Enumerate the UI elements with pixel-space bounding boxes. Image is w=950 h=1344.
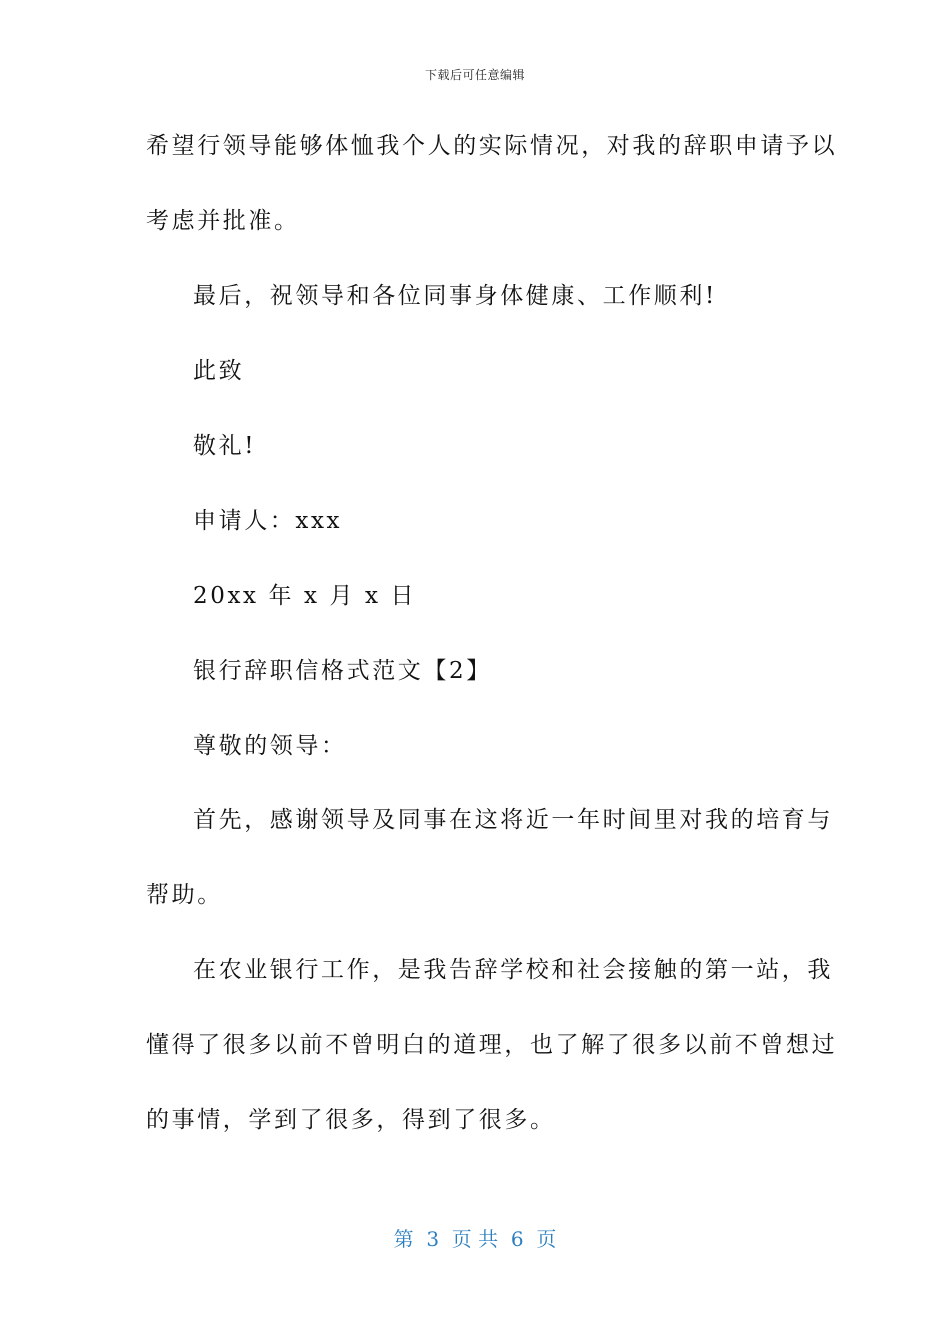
- paragraph-line: 希望行领导能够体恤我个人的实际情况，对我的辞职申请予以: [146, 133, 838, 159]
- paragraph-line: 首先，感谢领导及同事在这将近一年时间里对我的培育与: [193, 807, 833, 833]
- paragraph-line: 在农业银行工作，是我告辞学校和社会接触的第一站，我: [193, 957, 833, 983]
- greeting: 尊敬的领导：: [193, 733, 347, 759]
- paragraph-line: 考虑并批准。: [146, 208, 300, 234]
- paragraph-line: 帮助。: [146, 882, 223, 908]
- page-number-footer: 第 3 页 共 6 页: [393, 1227, 557, 1251]
- paragraph-line: 懂得了很多以前不曾明白的道理，也了解了很多以前不曾想过: [146, 1032, 838, 1058]
- letter-date: 20xx 年 x 月 x 日: [193, 583, 417, 609]
- paragraph-line: 的事情，学到了很多，得到了很多。: [146, 1107, 556, 1133]
- applicant-name: 申请人：xxx: [193, 508, 343, 534]
- page-header-note: 下载后可任意编辑: [424, 68, 525, 82]
- section-title: 银行辞职信格式范文【2】: [193, 658, 492, 684]
- closing-wish: 最后，祝领导和各位同事身体健康、工作顺利!: [193, 283, 717, 309]
- salutation-cizhi: 此致: [193, 358, 245, 384]
- salutation-jingli: 敬礼!: [193, 433, 257, 459]
